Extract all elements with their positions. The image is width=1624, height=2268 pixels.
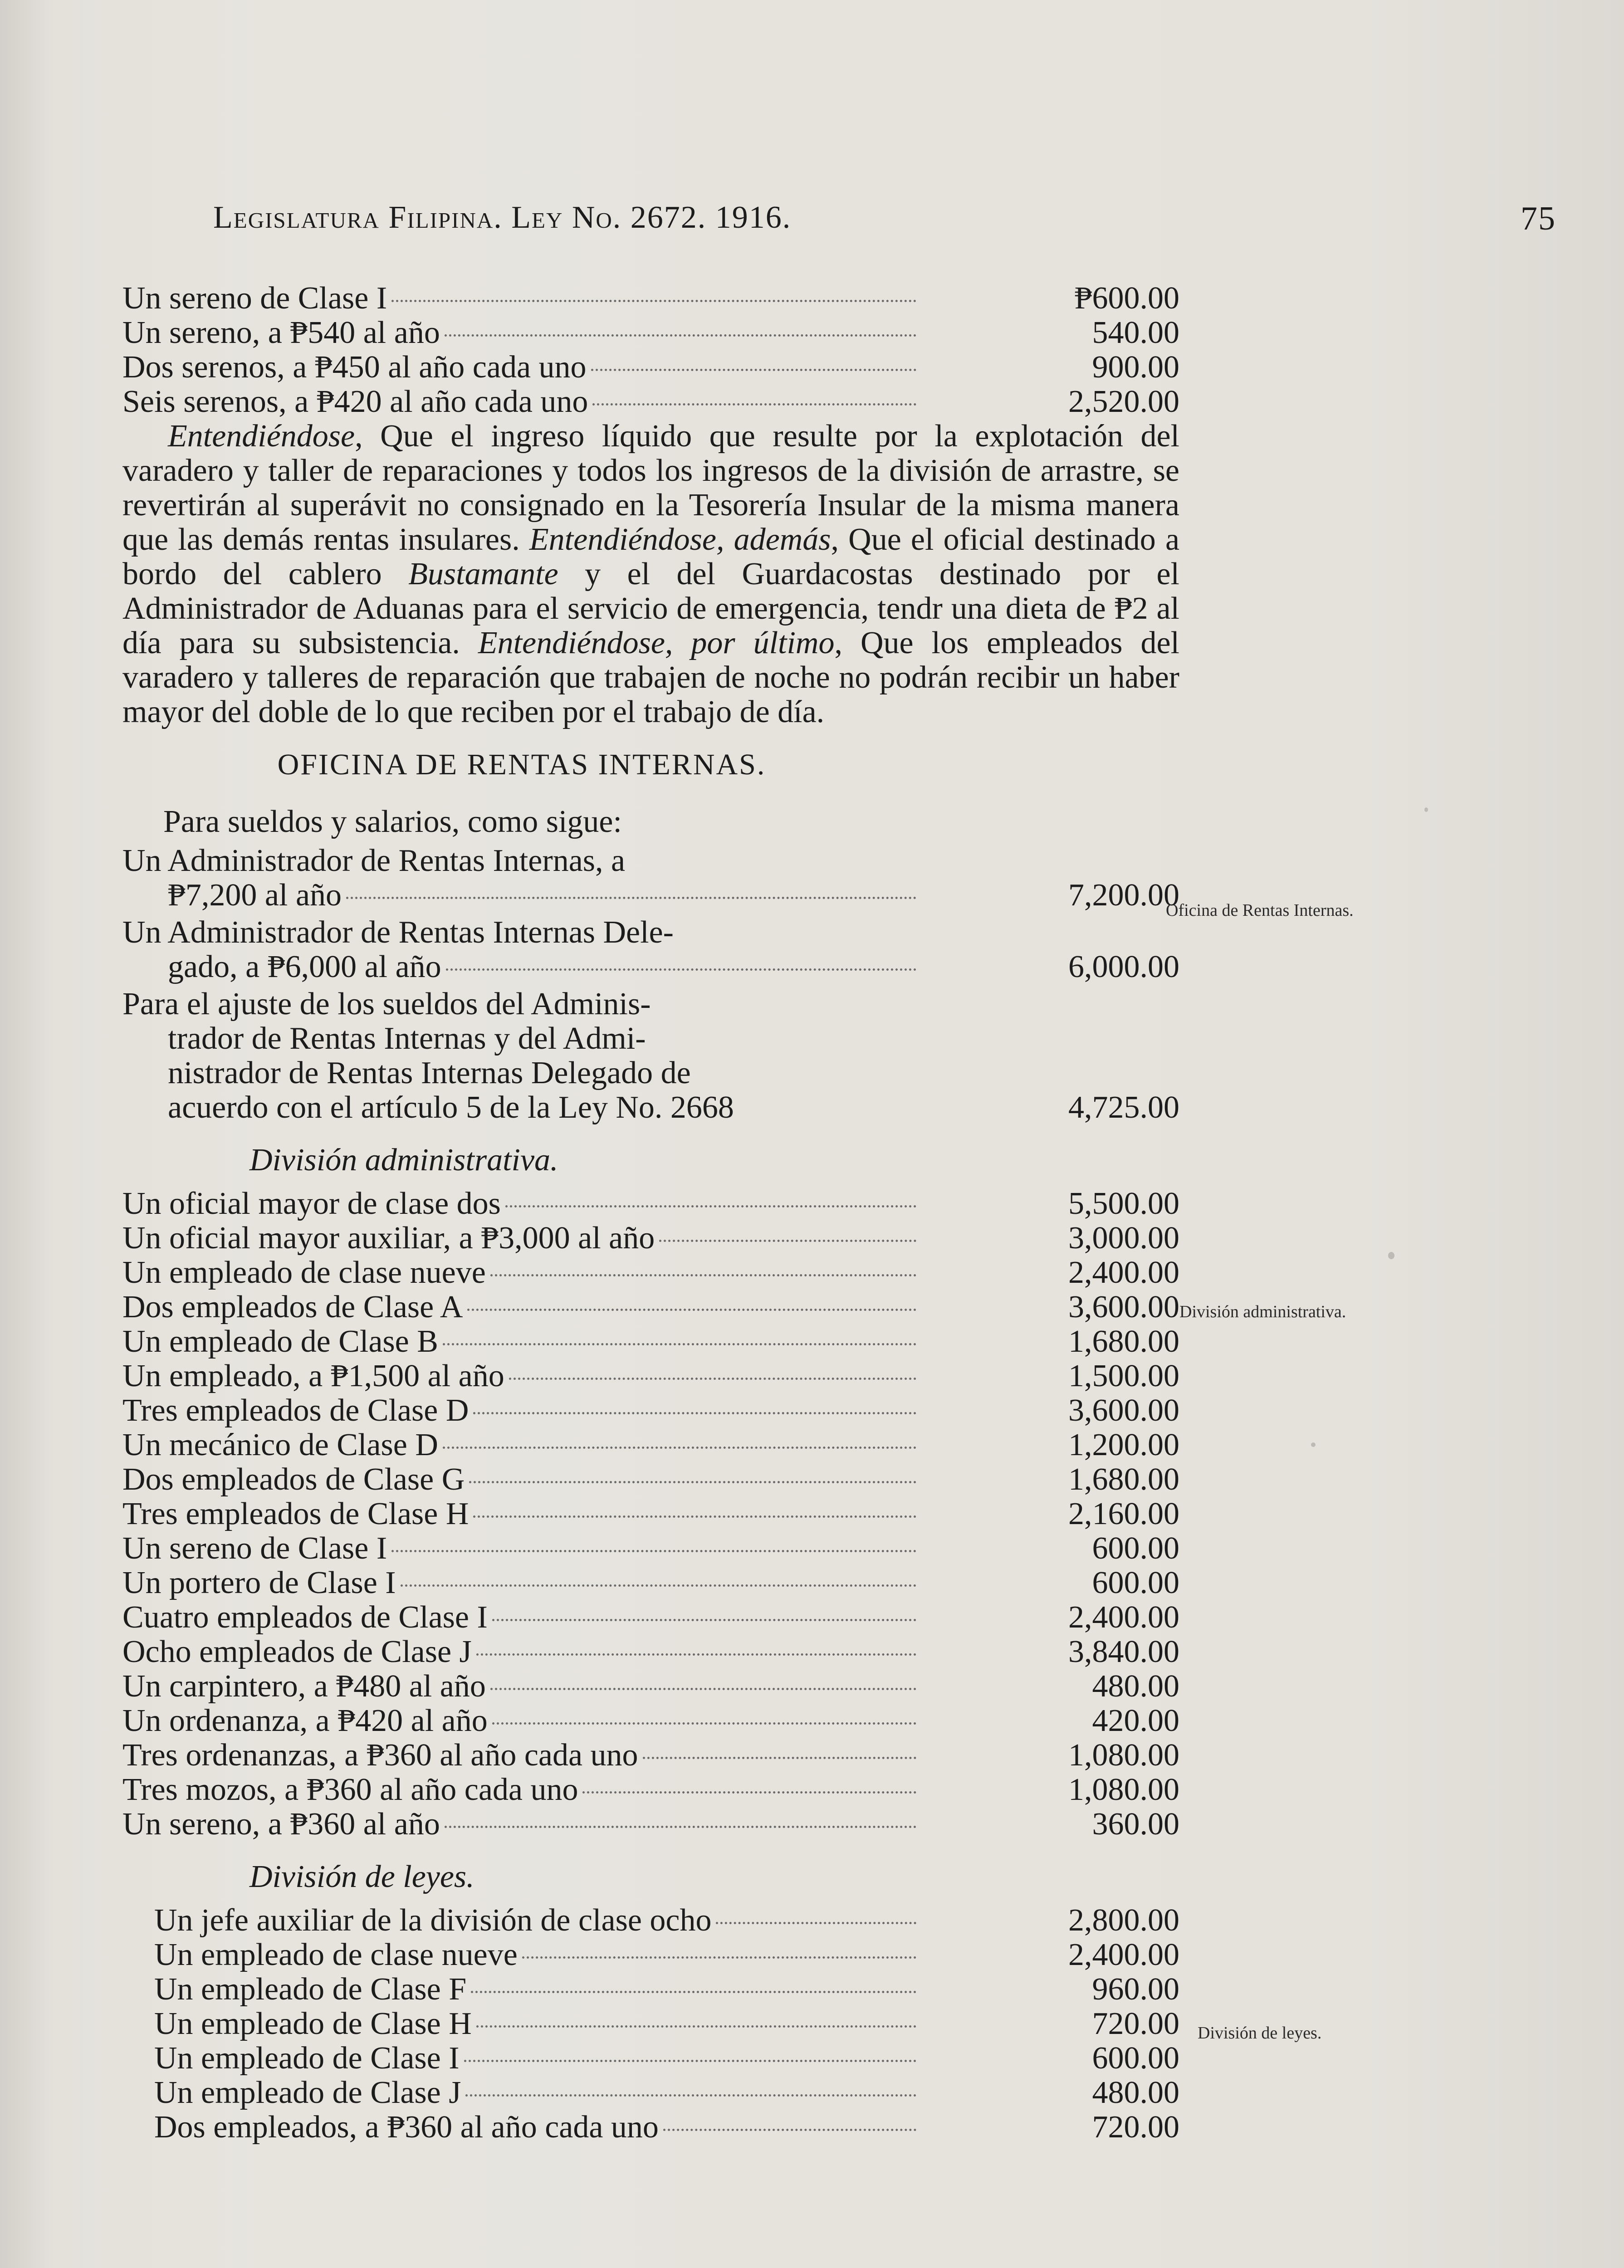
row-label: Un empleado de Clase I (154, 2041, 460, 2076)
dot-leader (663, 2129, 916, 2131)
item-line: Un Administrador de Rentas Internas, a (122, 843, 626, 878)
row-label-cell (122, 1325, 921, 1359)
dot-leader (445, 1826, 916, 1828)
dot-leader (401, 1584, 916, 1587)
paper-speck (1311, 1442, 1316, 1447)
dot-leader (490, 1688, 916, 1690)
paper-speck (1388, 1252, 1394, 1259)
row-label-cell (122, 1938, 921, 1972)
row-amount: 720.00 (1092, 2006, 1179, 2041)
row-label-cell (122, 1462, 921, 1497)
item-line: acuerdo con el artículo 5 de la Ley No. 2668 (168, 1090, 734, 1125)
item-line: nistrador de Rentas Internas Delegado de (168, 1056, 691, 1090)
dot-leader (473, 1515, 916, 1518)
row-amount: 600.00 (1092, 1565, 1179, 1600)
dot-leader (346, 897, 916, 899)
row-label: Un empleado de clase nueve (122, 1256, 486, 1290)
top-rows (122, 281, 1179, 419)
row-label-cell (122, 2110, 921, 2145)
row-label-cell (122, 1290, 921, 1325)
table-row (122, 1635, 1179, 1669)
row-label-cell (122, 2041, 921, 2076)
proviso-text: y el del Guardacostas destinado por el Administrador de Aduanas para el servicio de emergencia, tendr una dieta de ₱2 al día para su subsistencia. (122, 557, 1179, 660)
row-amount: 600.00 (1092, 2041, 1179, 2076)
row-amount: 3,840.00 (1068, 1634, 1179, 1669)
item-line: Un Administrador de Rentas Internas Dele- (122, 915, 674, 950)
dot-leader (391, 1550, 916, 1552)
row-label-cell (122, 1428, 921, 1462)
row-label: Tres mozos, a ₱360 al año cada uno (122, 1773, 578, 1807)
dot-leader (509, 1378, 916, 1380)
row-label: Un sereno de Clase I (122, 1531, 387, 1566)
row-label: Cuatro empleados de Clase I (122, 1600, 488, 1635)
row-amount: 2,400.00 (1068, 1600, 1179, 1635)
page-number: 75 (1521, 200, 1556, 237)
row-label: Dos serenos, a ₱450 al año cada uno (122, 350, 587, 385)
row-label: Un empleado de Clase B (122, 1325, 438, 1359)
oficina-item (122, 915, 1179, 984)
row-amount: 1,680.00 (1068, 1324, 1179, 1359)
table-row (122, 1773, 1179, 1807)
row-label-cell (122, 1669, 921, 1704)
row-label: Un empleado de Clase J (154, 2076, 461, 2110)
proviso-term: Entendiéndose, por último (478, 626, 835, 660)
table-row (122, 1738, 1179, 1773)
provisos-paragraph (122, 419, 1179, 729)
section-title-admin: División administrativa. (249, 1143, 558, 1178)
row-label-cell (122, 1497, 921, 1531)
row-amount: 900.00 (1092, 350, 1179, 385)
row-label-cell (122, 1187, 921, 1221)
row-label: Un mecánico de Clase D (122, 1428, 438, 1462)
table-row (122, 2076, 1179, 2110)
table-row (122, 1462, 1179, 1497)
table-row (122, 1221, 1179, 1256)
table-row (122, 1359, 1179, 1393)
admin-rows (122, 1187, 1179, 1842)
row-label: Tres empleados de Clase D (122, 1393, 469, 1428)
row-amount: 960.00 (1092, 1972, 1179, 2007)
table-row (122, 1325, 1179, 1359)
row-label-cell (122, 281, 921, 316)
row-label-cell (122, 1600, 921, 1635)
row-label: Dos empleados de Clase G (122, 1462, 465, 1497)
dot-leader (643, 1757, 916, 1759)
row-label: Tres empleados de Clase H (122, 1497, 469, 1531)
row-amount: 720.00 (1092, 2110, 1179, 2145)
row-amount: 3,600.00 (1068, 1290, 1179, 1325)
row-amount: 1,200.00 (1068, 1427, 1179, 1462)
margin-note-oficina: Oficina de Rentas Internas. (1166, 901, 1354, 920)
item-amount: 6,000.00 (1068, 949, 1179, 984)
row-label: Dos empleados de Clase A (122, 1290, 463, 1325)
row-label: Un empleado, a ₱1,500 al año (122, 1359, 504, 1393)
row-amount: 1,080.00 (1068, 1738, 1179, 1773)
dot-leader (490, 1274, 916, 1276)
proviso-term: Entendiéndose, además (529, 522, 831, 557)
table-row (122, 1903, 1179, 1938)
margin-note-admin: División administrativa. (1179, 1302, 1346, 1321)
item-line: trador de Rentas Internas y del Admi- (168, 1021, 646, 1056)
row-amount: 1,080.00 (1068, 1772, 1179, 1807)
row-label: Un sereno, a ₱540 al año (122, 316, 440, 350)
item-amount: 7,200.00 (1068, 878, 1179, 913)
row-amount: 1,500.00 (1068, 1359, 1179, 1393)
item-line: ₱7,200 al año (168, 878, 342, 913)
row-amount: 420.00 (1092, 1703, 1179, 1738)
table-row (122, 281, 1179, 316)
section-title-oficina: OFICINA DE RENTAS INTERNAS. (277, 748, 766, 781)
row-amount: 3,000.00 (1068, 1221, 1179, 1256)
table-row (122, 1566, 1179, 1600)
row-label-cell (122, 1531, 921, 1566)
dot-leader (443, 1343, 916, 1345)
dot-leader (469, 1481, 916, 1483)
table-row (122, 1704, 1179, 1738)
row-label-cell (122, 385, 921, 419)
row-label-cell (122, 1393, 921, 1428)
table-row (122, 1497, 1179, 1531)
dot-leader (582, 1791, 916, 1794)
dot-leader (476, 1653, 916, 1656)
row-label: Un ordenanza, a ₱420 al año (122, 1704, 488, 1738)
table-row (122, 1972, 1179, 2007)
row-label: Un empleado de clase nueve (154, 1938, 518, 1972)
row-label-cell (122, 1807, 921, 1842)
row-amount: 2,400.00 (1068, 1937, 1179, 1972)
row-label: Un empleado de Clase F (154, 1972, 467, 2007)
table-row (122, 2007, 1179, 2041)
row-label: Un carpintero, a ₱480 al año (122, 1669, 486, 1704)
dot-leader (473, 1412, 916, 1414)
margin-note-leyes: División de leyes. (1198, 2024, 1322, 2043)
row-label-cell (122, 1635, 921, 1669)
leyes-rows (122, 1903, 1179, 2145)
row-label: Tres ordenanzas, a ₱360 al año cada uno (122, 1738, 638, 1773)
row-label-cell (122, 1566, 921, 1600)
row-label: Ocho empleados de Clase J (122, 1635, 472, 1669)
dot-leader (659, 1240, 916, 1242)
running-header (213, 200, 1556, 236)
row-label-cell (122, 316, 921, 350)
row-label: Un sereno, a ₱360 al año (122, 1807, 440, 1842)
row-amount: 1,680.00 (1068, 1462, 1179, 1497)
row-amount: 5,500.00 (1068, 1186, 1179, 1221)
section-intro: Para sueldos y salarios, como sigue: (163, 804, 622, 839)
dot-leader (443, 1447, 916, 1449)
dot-leader (446, 968, 916, 971)
table-row (122, 1669, 1179, 1704)
dot-leader (391, 300, 916, 302)
dot-leader (464, 2060, 916, 2062)
row-amount: 2,400.00 (1068, 1255, 1179, 1290)
dot-leader (471, 1991, 916, 1993)
row-label: Un sereno de Clase I (122, 281, 387, 316)
dot-leader (522, 1956, 916, 1959)
table-row (122, 350, 1179, 385)
table-row (122, 1290, 1179, 1325)
vessel-name: Bustamante (408, 557, 558, 591)
row-amount: ₱600.00 (1074, 281, 1179, 316)
dot-leader (716, 1922, 916, 1924)
row-amount: 2,160.00 (1068, 1496, 1179, 1531)
row-amount: 480.00 (1092, 1669, 1179, 1704)
table-row (122, 2110, 1179, 2145)
oficina-item (122, 987, 1179, 1125)
dot-leader (467, 1309, 916, 1311)
row-label-cell (122, 1359, 921, 1393)
row-label-cell (122, 1256, 921, 1290)
row-label-cell (122, 1903, 921, 1938)
table-row (122, 1600, 1179, 1635)
row-label-cell (122, 2076, 921, 2110)
table-row (122, 1256, 1179, 1290)
paper-speck (1424, 807, 1428, 812)
proviso-text: , Que el oficial destinado a bordo del cablero (122, 522, 1180, 591)
dot-leader (591, 369, 916, 371)
item-line: Para el ajuste de los sueldos del Adminis- (122, 987, 651, 1022)
row-amount: 2,800.00 (1068, 1903, 1179, 1938)
table-row (122, 1807, 1179, 1842)
row-label-cell (122, 1773, 921, 1807)
table-row (122, 2041, 1179, 2076)
running-title: Legislatura Filipina. Ley No. 2672. 1916. (213, 200, 792, 235)
row-amount: 2,520.00 (1068, 384, 1179, 419)
table-row (122, 1938, 1179, 1972)
row-label: Un oficial mayor auxiliar, a ₱3,000 al año (122, 1221, 655, 1256)
dot-leader (505, 1205, 916, 1207)
row-label-cell (122, 1738, 921, 1773)
row-label: Un oficial mayor de clase dos (122, 1187, 501, 1221)
proviso-text: , Que el ingreso líquido que resulte por la explotación del varadero y taller de reparaciones y todos los ingresos de la división de arrastre, se revertirán al superávit no consignado en la Tesorería Insular de la misma manera que las demás rentas insulares. (122, 419, 1179, 557)
table-row (122, 1187, 1179, 1221)
dot-leader (476, 2025, 916, 2028)
table-row (122, 1531, 1179, 1566)
row-amount: 540.00 (1092, 315, 1179, 350)
row-label: Dos empleados, a ₱360 al año cada uno (154, 2110, 659, 2145)
table-row (122, 316, 1179, 350)
dot-leader (492, 1722, 916, 1725)
row-amount: 480.00 (1092, 2075, 1179, 2110)
row-label: Un portero de Clase I (122, 1566, 396, 1600)
table-row (122, 385, 1179, 419)
table-row (122, 1393, 1179, 1428)
oficina-item (122, 844, 1179, 913)
row-label-cell (122, 350, 921, 385)
dot-leader (445, 334, 916, 337)
table-row (122, 1428, 1179, 1462)
row-label: Seis serenos, a ₱420 al año cada uno (122, 385, 588, 419)
row-amount: 360.00 (1092, 1807, 1179, 1842)
row-label-cell (122, 1704, 921, 1738)
row-label-cell (122, 1972, 921, 2007)
dot-leader (465, 2094, 916, 2097)
dot-leader (592, 403, 916, 406)
proviso-term: Entendiéndose (168, 419, 355, 454)
item-line: gado, a ₱6,000 al año (168, 949, 441, 984)
item-amount: 4,725.00 (1068, 1090, 1179, 1125)
section-title-leyes: División de leyes. (249, 1859, 474, 1894)
page-body (122, 281, 1179, 2145)
dot-leader (492, 1619, 916, 1621)
row-amount: 3,600.00 (1068, 1393, 1179, 1428)
row-label-cell (122, 1221, 921, 1256)
row-amount: 600.00 (1092, 1531, 1179, 1566)
row-label: Un empleado de Clase H (154, 2007, 472, 2041)
row-label: Un jefe auxiliar de la división de clase ocho (154, 1903, 712, 1938)
proviso-text: , Que los empleados del varadero y talleres de reparación que trabajen de noche no podrán recibir un haber mayor del doble de lo que reciben por el trabajo de día. (122, 626, 1180, 729)
row-label-cell (122, 2007, 921, 2041)
